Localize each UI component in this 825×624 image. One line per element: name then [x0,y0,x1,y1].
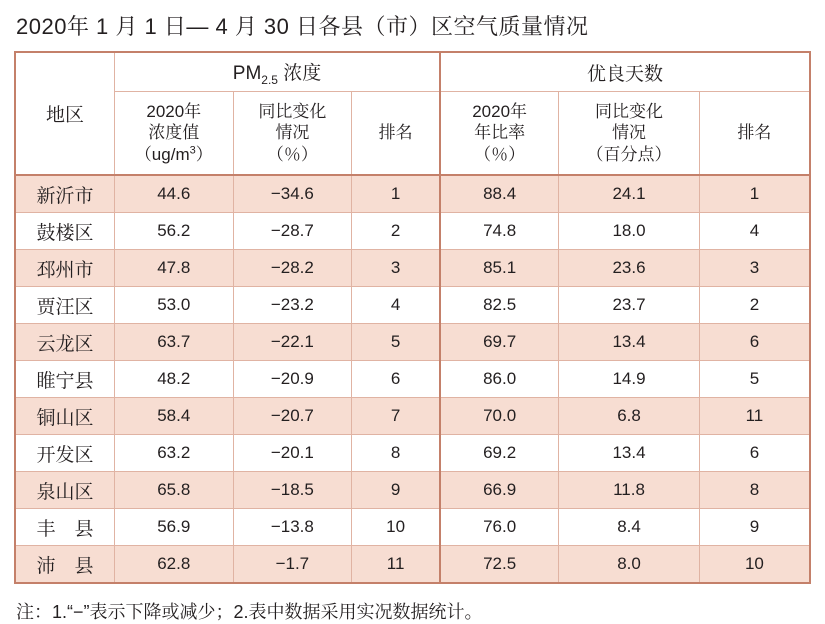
header-gd-ratio [440,92,559,176]
cell-pm-change: −20.7 [233,398,352,435]
cell-pm-change: −20.9 [233,361,352,398]
header-pm-change [233,92,352,176]
cell-gd-change: 8.4 [559,509,700,546]
cell-gd-ratio: 69.2 [440,435,559,472]
table-header [15,52,810,175]
page-title: 2020年 1 月 1 日— 4 月 30 日各县（市）区空气质量情况 [16,14,589,39]
cell-gd-rank: 11 [699,398,810,435]
header-pm-change-line1: 同比变化 [258,102,327,122]
table-row [15,175,810,213]
cell-pm-change: −23.2 [233,287,352,324]
cell-gd-rank: 6 [699,435,810,472]
cell-pm-change: −22.1 [233,324,352,361]
header-pm-value-line2: 浓度值 [148,123,200,143]
cell-gd-ratio: 69.7 [440,324,559,361]
header-good-days-group: 优良天数 [440,52,810,92]
header-pm25-sub: 2.5 [261,72,278,87]
table-row [15,398,810,435]
header-pm-value-line3 [115,144,233,165]
cell-gd-rank: 6 [699,324,810,361]
table-row [15,546,810,584]
cell-region: 睢宁县 [15,361,114,398]
cell-gd-rank: 3 [699,250,810,287]
cell-pm-change: −28.7 [233,213,352,250]
cell-gd-change: 6.8 [559,398,700,435]
cell-gd-change: 11.8 [559,472,700,509]
header-pm-change-line3: （％） [266,144,318,164]
cell-gd-rank: 8 [699,472,810,509]
cell-pm-change: −20.1 [233,435,352,472]
cell-pm-value: 62.8 [114,546,233,584]
cell-gd-ratio: 86.0 [440,361,559,398]
table-row [15,509,810,546]
cell-gd-rank: 9 [699,509,810,546]
cell-pm-rank: 8 [352,435,440,472]
cell-gd-change: 18.0 [559,213,700,250]
cell-region: 新沂市 [15,175,114,213]
cell-pm-value: 48.2 [114,361,233,398]
cell-pm-change: −34.6 [233,175,352,213]
cell-region: 开发区 [15,435,114,472]
header-region: 地区 [15,52,114,175]
cell-gd-change: 13.4 [559,324,700,361]
table-row [15,435,810,472]
cell-gd-rank: 4 [699,213,810,250]
table-row [15,213,810,250]
table-row [15,287,810,324]
cell-pm-change: −28.2 [233,250,352,287]
table-header-group-row [15,52,810,92]
cell-gd-change: 13.4 [559,435,700,472]
header-gd-ratio-line3: （％） [474,144,526,164]
header-gd-change-line1: 同比变化 [595,102,664,122]
header-pm25-group [114,52,440,92]
header-pm-change-line2: 情况 [275,123,310,143]
header-pm25-tail: 浓度 [277,62,322,84]
cell-pm-value: 56.2 [114,213,233,250]
header-unit-sup: 3 [189,143,196,156]
cell-gd-rank: 10 [699,546,810,584]
header-unit-pre: （ug/m [134,144,190,164]
air-quality-table [14,51,811,584]
cell-pm-rank: 9 [352,472,440,509]
cell-gd-ratio: 74.8 [440,213,559,250]
cell-pm-rank: 7 [352,398,440,435]
table-row [15,361,810,398]
cell-pm-rank: 4 [352,287,440,324]
header-gd-change-line3: （百分点） [586,144,672,164]
cell-pm-rank: 5 [352,324,440,361]
cell-gd-ratio: 85.1 [440,250,559,287]
cell-region: 泉山区 [15,472,114,509]
cell-region: 鼓楼区 [15,213,114,250]
cell-region: 铜山区 [15,398,114,435]
cell-gd-ratio: 88.4 [440,175,559,213]
cell-pm-rank: 1 [352,175,440,213]
cell-gd-rank: 2 [699,287,810,324]
cell-gd-ratio: 66.9 [440,472,559,509]
header-gd-ratio-line2: 年比率 [474,123,526,143]
cell-pm-value: 58.4 [114,398,233,435]
cell-pm-rank: 2 [352,213,440,250]
cell-gd-rank: 5 [699,361,810,398]
cell-region: 邳州市 [15,250,114,287]
cell-gd-ratio: 82.5 [440,287,559,324]
table-row [15,472,810,509]
cell-gd-change: 14.9 [559,361,700,398]
header-gd-change [559,92,700,176]
cell-gd-ratio: 76.0 [440,509,559,546]
cell-region: 沛 县 [15,546,114,584]
cell-gd-change: 8.0 [559,546,700,584]
header-gd-ratio-line1: 2020年 [472,102,528,122]
header-unit-post: ） [195,144,213,164]
cell-pm-rank: 11 [352,546,440,584]
cell-pm-value: 56.9 [114,509,233,546]
cell-gd-change: 23.7 [559,287,700,324]
cell-pm-rank: 10 [352,509,440,546]
cell-region: 云龙区 [15,324,114,361]
header-pm-rank: 排名 [352,92,440,176]
cell-gd-ratio: 72.5 [440,546,559,584]
cell-pm-value: 65.8 [114,472,233,509]
cell-pm-value: 44.6 [114,175,233,213]
cell-pm-change: −13.8 [233,509,352,546]
header-pm-value-line1: 2020年 [146,102,202,122]
cell-region: 贾汪区 [15,287,114,324]
header-pm-value [114,92,233,176]
table-row [15,250,810,287]
header-gd-rank: 排名 [699,92,810,176]
cell-pm-value: 63.7 [114,324,233,361]
cell-gd-change: 23.6 [559,250,700,287]
cell-pm-value: 53.0 [114,287,233,324]
cell-pm-rank: 6 [352,361,440,398]
cell-gd-rank: 1 [699,175,810,213]
header-pm25-main: PM [232,62,262,84]
header-gd-change-line2: 情况 [612,123,647,143]
cell-pm-value: 47.8 [114,250,233,287]
table-header-sub-row [15,92,810,176]
cell-pm-rank: 3 [352,250,440,287]
table-body [15,175,810,583]
table-row [15,324,810,361]
cell-gd-change: 24.1 [559,175,700,213]
table-note: 注：1.“−”表示下降或减少；2.表中数据采用实况数据统计。 [16,602,483,622]
cell-region: 丰 县 [15,509,114,546]
cell-pm-value: 63.2 [114,435,233,472]
cell-pm-change: −18.5 [233,472,352,509]
cell-gd-ratio: 70.0 [440,398,559,435]
cell-pm-change: −1.7 [233,546,352,584]
